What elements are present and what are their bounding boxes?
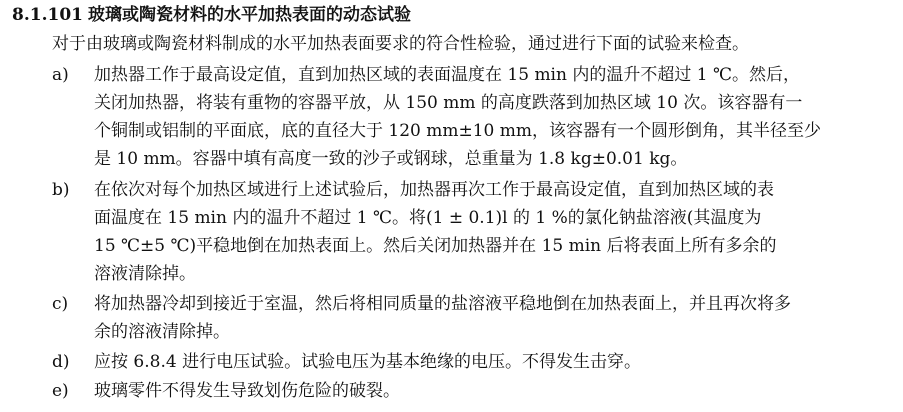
list-item-marker: e) [52,381,69,401]
section-intro: 对于由玻璃或陶瓷材料制成的水平加热表面要求的符合性检验，通过进行下面的试验来检查。 [52,34,749,54]
text-line: 在依次对每个加热区域进行上述试验后，加热器再次工作于最高设定值，直到加热区域的表 [94,180,774,200]
list-item-text [94,290,791,346]
text-line: 是 10 mm。容器中填有高度一致的沙子或钢球，总重量为 1.8 kg±0.01 kg。 [94,149,688,169]
list-item-marker: b) [52,180,70,200]
list-item-text [94,348,641,376]
list-item-marker: a) [52,65,69,85]
list-item-text [94,377,400,405]
list-item-text [94,176,777,288]
list-item-text [94,61,821,173]
section-title: 玻璃或陶瓷材料的水平加热表面的动态试验 [88,5,411,25]
text-line: 溶液清除掉。 [94,264,196,284]
text-line: 余的溶液清除掉。 [94,322,230,342]
list-item-marker: c) [52,294,69,314]
list-item-marker: d) [52,352,70,372]
text-line: 关闭加热器，将装有重物的容器平放，从 150 mm 的高度跌落到加热区域 10 次。该容器有一 [94,93,803,113]
text-line: 玻璃零件不得发生导致划伤危险的破裂。 [94,381,400,401]
text-line: 个铜制或铝制的平面底，底的直径大于 120 mm±10 mm，该容器有一个圆形倒角，其半径至少 [94,121,822,141]
section-heading [12,2,411,28]
text-line: 15 ℃±5 ℃)平稳地倒在加热表面上。然后关闭加热器并在 15 min 后将表面上所有多余的 [94,236,777,256]
section-number: 8.1.101 [12,5,83,25]
text-line: 加热器工作于最高设定值，直到加热区域的表面温度在 15 min 内的温升不超过 1 ℃。然后， [94,65,800,85]
text-line: 应按 6.8.4 进行电压试验。试验电压为基本绝缘的电压。不得发生击穿。 [94,352,642,372]
text-line: 面温度在 15 min 内的温升不超过 1 ℃。将(1 ± 0.1)l 的 1 %的氯化钠盐溶液(其温度为 [94,208,762,228]
text-line: 将加热器冷却到接近于室温，然后将相同质量的盐溶液平稳地倒在加热表面上，并且再次将多 [94,294,791,314]
